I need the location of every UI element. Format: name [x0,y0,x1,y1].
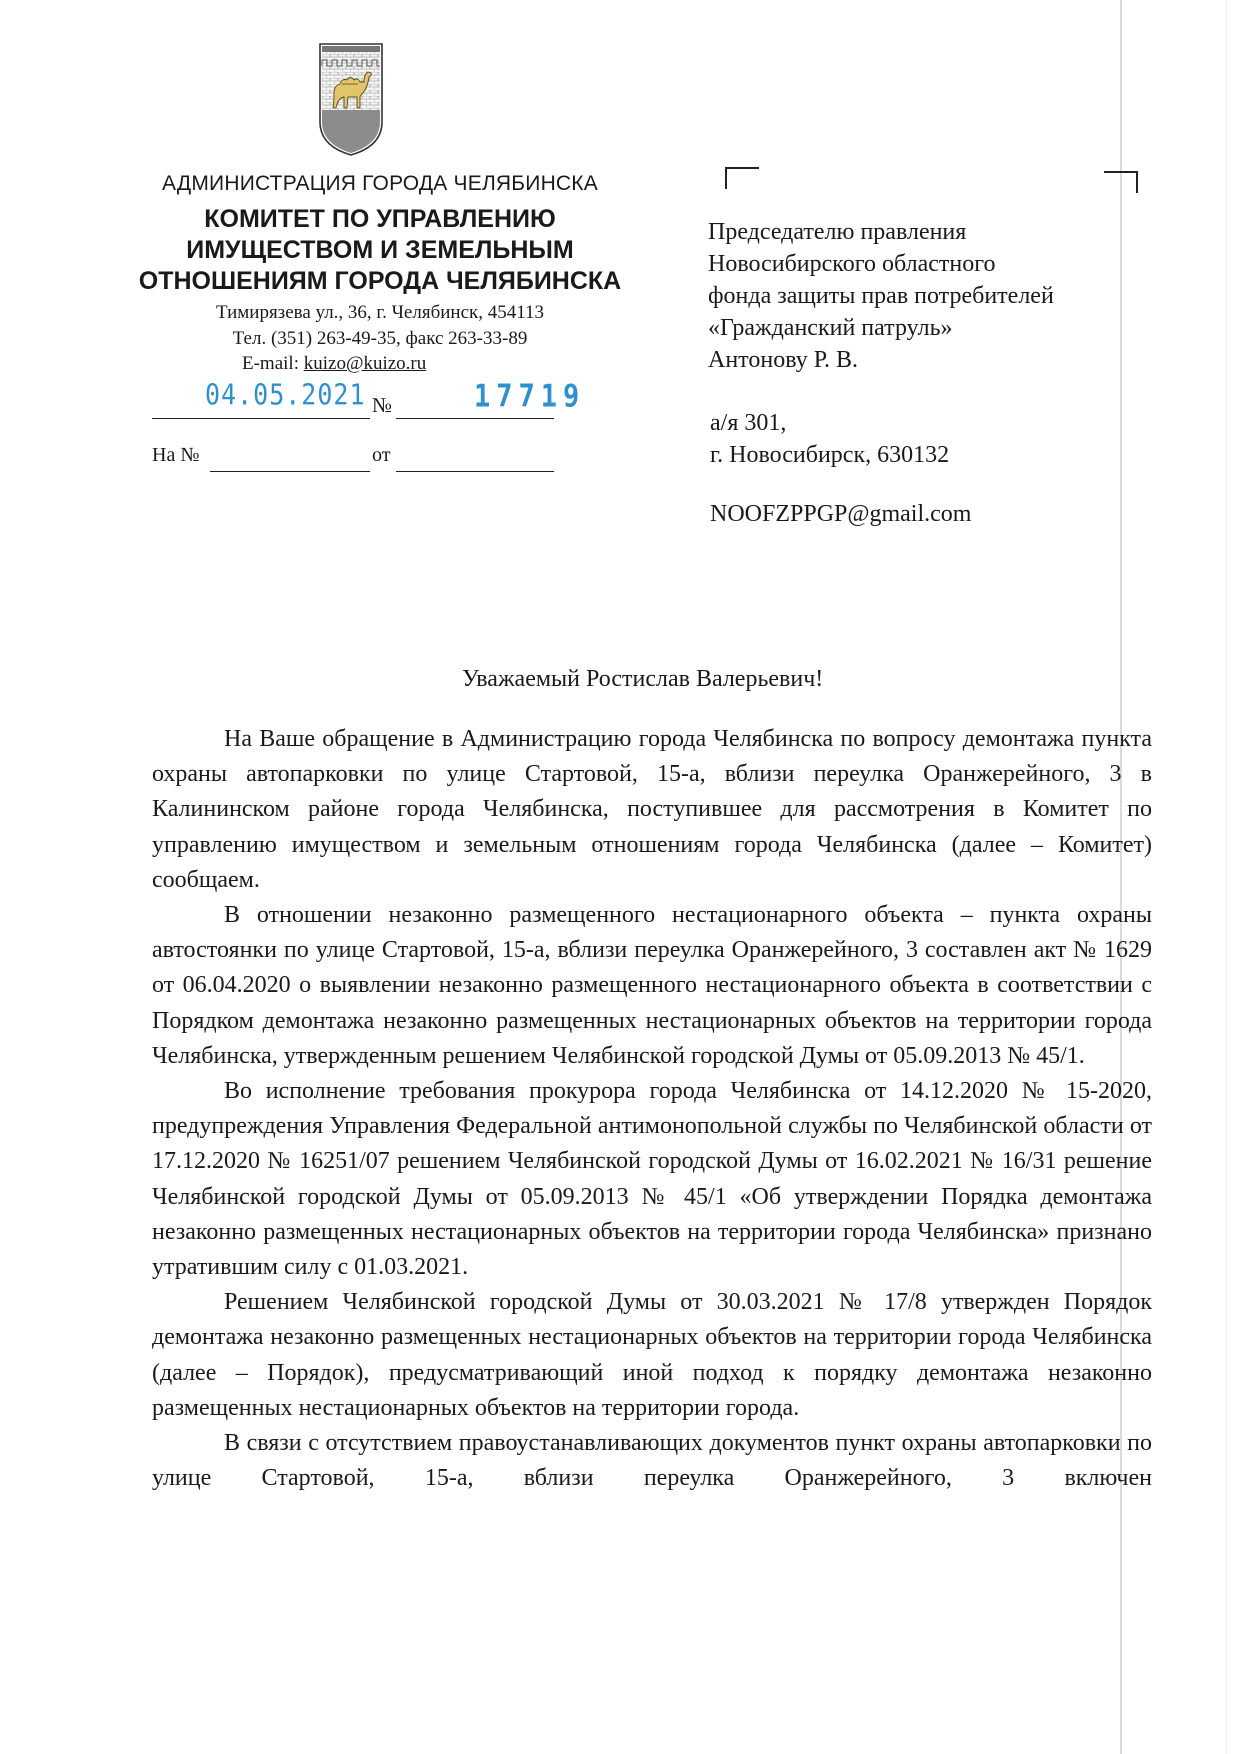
recipient-line: Антонову Р. В. [708,347,859,373]
address-field-corner-mark [725,167,759,189]
sender-email-link[interactable]: kuizo@kuizo.ru [303,353,427,374]
recipient-line: «Гражданский патруль» [708,315,953,341]
committee-name-line: ОТНОШЕНИЯМ ГОРОДА ЧЕЛЯБИНСКА [138,267,622,295]
recipient-line: Председателю правления [708,219,967,245]
recipient-line: Новосибирского областного [708,251,996,277]
committee-name-line: ИМУЩЕСТВОМ И ЗЕМЕЛЬНЫМ [186,236,574,264]
letter-greeting: Уважаемый Ростислав Валерьевич! [462,666,824,692]
email-label: E-mail: [242,353,299,374]
committee-name [118,204,642,297]
registration-date-stamp: 04.05.2021 [205,377,366,412]
address-field-corner-mark [1104,171,1138,193]
registration-number-stamp: 17719 [474,378,586,415]
registration-number-label: № [372,393,393,417]
scan-artifact-line [1226,0,1227,1754]
reference-number-label: На № [152,444,200,466]
recipient-po-box: а/я 301, [710,410,787,436]
recipient-line: фонда защиты прав потребителей [708,283,1054,309]
reference-date-label: от [372,444,391,466]
chelyabinsk-coat-of-arms-icon [318,42,384,157]
sender-address: Тимирязева ул., 36, г. Челябинск, 454113 [215,302,545,323]
letter-paragraph: В отношении незаконно размещенного нестационарного объекта – пункта охраны автостоянки по улице Стартовой, 15-а, вблизи переулка Оранжерейного, 3 составлен акт № 1629 от 06.04.2020 о выявлении незаконно размещенного нестационарного объекта в соответствии с Порядком демонтажа незаконно размещенных нестационарных объектов на территории города Челябинска, утвержденным решением Челябинской городской Думы от 05.09.2013 № 45/1. [152,902,1152,1069]
number-underline [396,418,554,419]
letter-paragraph: Во исполнение требования прокурора города Челябинска от 14.12.2020 № 15-2020, предупреждения Управления Федеральной антимонопольной службы по Челябинской области от 17.12.2020 № 16251/07 решением Челябинской городской Думы от 16.02.2021 № 16/31 решение Челябинской городской Думы от 05.09.2013 № 45/1 «Об утверждении Порядка демонтажа незаконно размещенных нестационарных объектов на территории города Челябинска» признано утратившим силу с 01.03.2021. [152,1078,1152,1281]
reference-number-underline [210,471,370,472]
sender-email [242,353,426,375]
letter-body [152,722,1152,1496]
recipient-city: г. Новосибирск, 630132 [710,442,950,468]
sender-phone: Тел. (351) 263-49-35, факс 263-33-89 [232,328,528,349]
letter-paragraph: На Ваше обращение в Администрацию города Челябинска по вопросу демонтажа пункта охраны автопарковки по улице Стартовой, 15-а, вблизи переулка Оранжерейного, 3 в Калининском районе города Челябинска, поступившее для рассмотрения в Комитет по управлению имуществом и земельным отношениям города Челябинска (далее – Комитет) сообщаем. [152,726,1152,893]
recipient-block [708,216,1054,376]
administration-name: АДМИНИСТРАЦИЯ ГОРОДА ЧЕЛЯБИНСКА [162,172,598,195]
letter-paragraph: Решением Челябинской городской Думы от 30.03.2021 № 17/8 утвержден Порядок демонтажа незаконно размещенных нестационарных объектов на территории города Челябинска (далее – Порядок), предусматривающий иной подход к порядку демонтажа незаконно размещенных нестационарных объектов на территории города. [152,1289,1152,1421]
reference-date-underline [396,471,554,472]
date-underline [152,418,370,419]
recipient-postal-address [710,407,949,471]
recipient-email: NOOFZPPGP@gmail.com [710,501,972,527]
committee-name-line: КОМИТЕТ ПО УПРАВЛЕНИЮ [204,205,556,233]
letter-paragraph: В связи с отсутствием правоустанавливающих документов пункт охраны автопарковки по улице Стартовой, 15-а, вблизи переулка Оранжерейного, 3 включен [152,1430,1152,1492]
